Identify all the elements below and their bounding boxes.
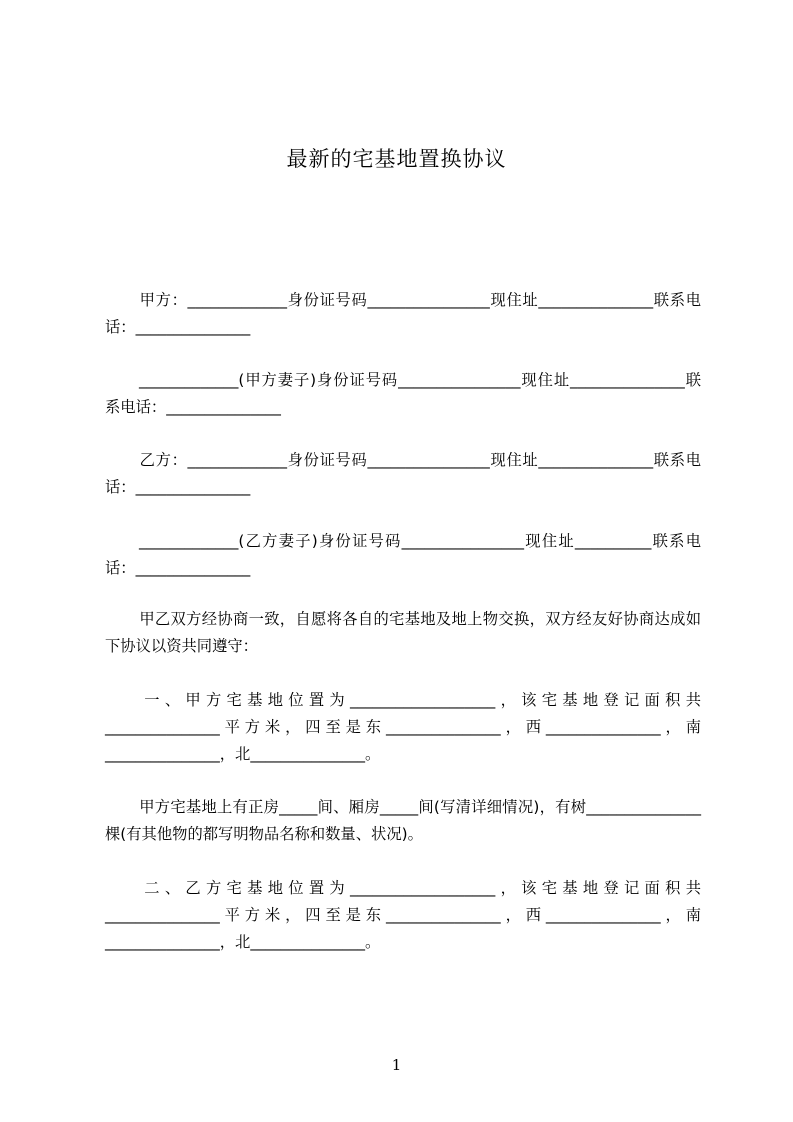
paragraph-text: 甲方：_____________身份证号码________________现住址_______________联系电话：_______________	[105, 291, 701, 336]
party-b-spouse-info	[105, 528, 701, 582]
paragraph-text: 甲方宅基地上有正房_____间、厢房_____间(写清详细情况)，有树_______________棵(有其他物的都写明物品名称和数量、状况)。	[105, 798, 701, 843]
paragraph-text: _____________(乙方妻子)身份证号码________________现住址__________联系电话：_______________	[105, 532, 701, 577]
paragraph-text: 二、乙方宅基地位置为___________________，该宅基地登记面积共_______________平方米，四至是东_______________，西_______________，南_______________，北_______________。	[105, 879, 701, 951]
party-a-spouse-info	[105, 367, 701, 421]
clause-1	[105, 687, 701, 768]
party-b-info	[105, 447, 701, 501]
paragraph-text: 乙方：_____________身份证号码________________现住址_______________联系电话：_______________	[105, 451, 701, 496]
document-title: 最新的宅基地置换协议	[286, 147, 507, 171]
clause-2	[105, 875, 701, 956]
paragraph-text: 一、甲方宅基地位置为___________________，该宅基地登记面积共_______________平方米，四至是东_______________，西_______________，南_______________，北_______________。	[105, 691, 701, 763]
agreement-preamble	[105, 606, 701, 660]
paragraph-text: _____________(甲方妻子)身份证号码________________现住址_______________联系电话：_______________	[105, 371, 701, 416]
party-a-info	[105, 287, 701, 341]
clause-1-buildings	[105, 794, 701, 848]
paragraph-text: 甲乙双方经协商一致，自愿将各自的宅基地及地上物交换，双方经友好协商达成如下协议以资共同遵守：	[105, 610, 701, 655]
page-number: 1	[391, 1056, 402, 1074]
